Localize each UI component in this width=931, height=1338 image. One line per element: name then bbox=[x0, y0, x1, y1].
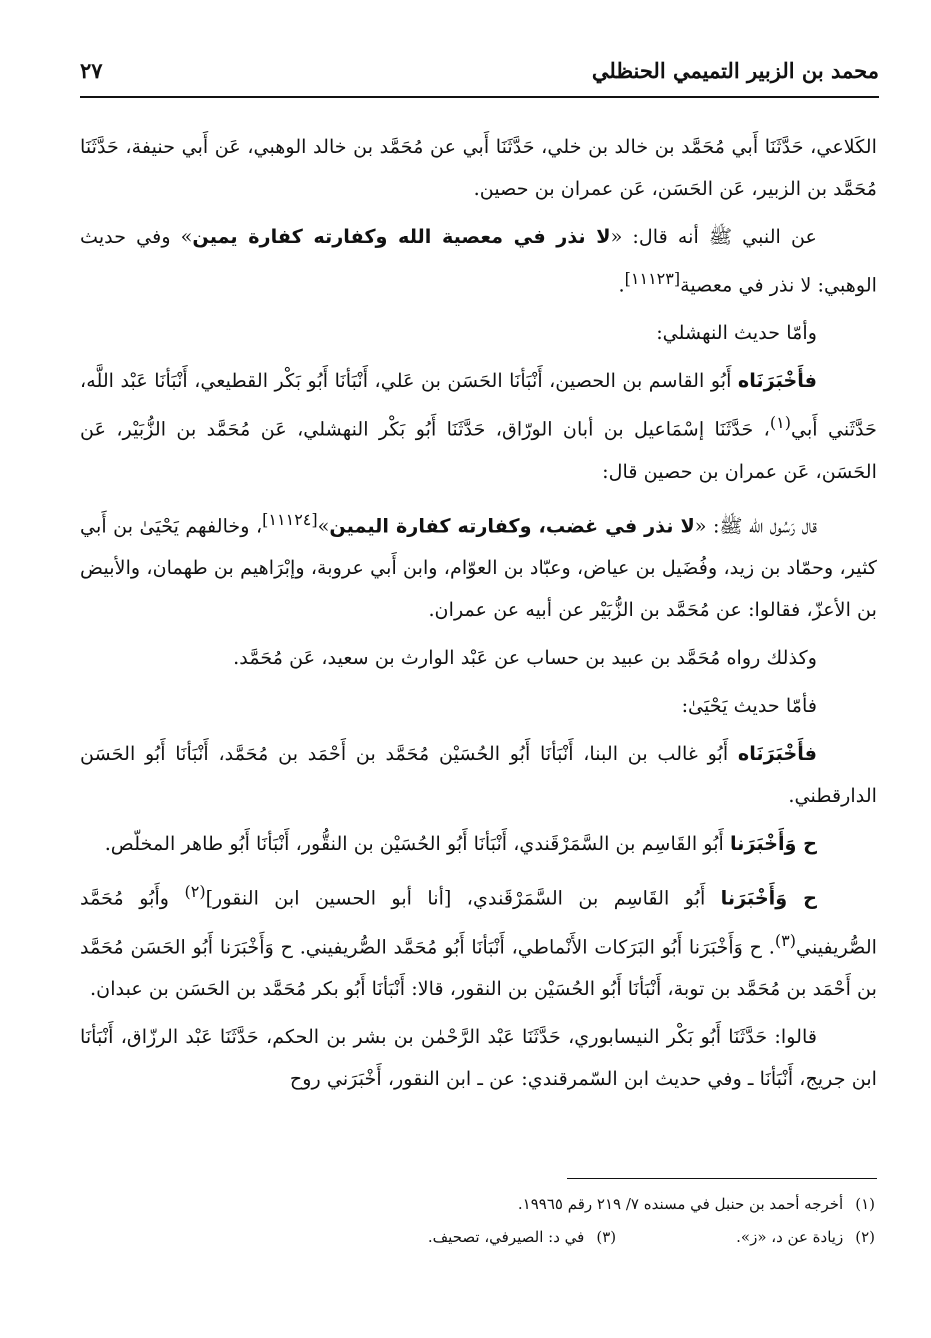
footnote-1-text: أخرجه أحمد بن حنبل في مسنده ٧/ ٢١٩ رقم ١٩٩٦٥. bbox=[517, 1195, 844, 1213]
paragraph-p5: قال رَسُول الله ﷺ: «لا نذر في غضب، وكفارته كفارة اليمين»[١١١٢٤]، وخالفهم يَحْيَىٰ بن أَبي كثير، وحمّاد بن زيد، وفُضَيل بن عياض، وعبّاد بن العوّام، وابن أَبي عروبة، وإبْرَاهيم بن طهمان، والأبيض بن الأعزّ، فقالوا: عن مُحَمَّد بن الزُّبَيْر عن أبيه عن عمران. bbox=[80, 509, 877, 622]
header-title: محمد بن الزبير التميمي الحنظلي bbox=[591, 58, 879, 83]
footnote-1-number: (١) bbox=[855, 1195, 875, 1213]
header-rule bbox=[80, 96, 879, 98]
footnotes bbox=[200, 1188, 875, 1254]
footnote-3-number: (٣) bbox=[596, 1228, 617, 1246]
paragraph-p11: قالوا: حَدَّثَنَا أَبُو بَكْر النيسابوري، حَدَّثَنَا عَبْد الرَّحْمٰن بن بشر بن الحكم، حَدَّثَنَا عَبْد الرزّاق، أَنْبَأنَا ابن جريج، أَنْبَأنَا ـ وفي حديث ابن السّمرقندي: عن ـ ابن النقور، أَخْبَرَني روح bbox=[80, 1024, 877, 1090]
paragraph-p9: ح وَأَخْبَرَنا أَبُو القَاسِم بن السَّمَرْقَندي، أَنْبَأنَا أَبُو الحُسَيْن بن النقُّور، أَنْبَأنَا أَبُو طاهر المخلّص. bbox=[104, 832, 817, 856]
paragraph-p7: فأمّا حديث يَحْيَىٰ: bbox=[681, 694, 817, 718]
paragraph-p2: عن النبي ﷺ أنه قال: «لا نذر في معصية الله وكفارته كفارة يمين» وفي حديث الوهبي: لا نذر في معصية[١١١٢٣]. bbox=[80, 225, 877, 297]
page-number: ٢٧ bbox=[80, 58, 103, 83]
footnote-2-number: (٢) bbox=[855, 1228, 875, 1246]
footnote-separator bbox=[567, 1178, 877, 1179]
footnote-2-text: زيادة عن د، «ز». bbox=[736, 1228, 844, 1246]
footnote-3-text: في د: الصيرفي، تصحيف. bbox=[427, 1228, 585, 1246]
paragraph-p10: ح وَأَخْبَرَنا أَبُو القَاسِم بن السَّمَرْقَندي، [أنا أبو الحسين ابن النقور]$^{(٢)}$ وأَبُو مُحَمَّد الصُّريفيني$^{(٣)}$. ح وَأَخْبَرَنا أَبُو البَرَكات الأَنْماطي، أَنْبَأنَا أَبُو مُحَمَّد الصُّريفيني. ح وَأَخْبَرَنا أَبُو الحَسَن مُحَمَّد بن أَحْمَد بن مُحَمَّد بن توبة، أَنْبَأنَا أَبُو الحُسَيْن بن النقور، قالا: أَنْبَأنَا أَبُو بكر مُحَمَّد بن الحَسَن بن عبدان. bbox=[80, 882, 877, 1000]
paragraph-p1: الكَلاعي، حَدَّثَنَا أَبي مُحَمَّد بن خالد بن خلي، حَدَّثَنَا أَبي عن مُحَمَّد بن خالد الوهبي، عَن أَبي حنيفة، حَدَّثَنَا مُحَمَّد بن الزبير، عَن الحَسَن، عَن عمران بن حصين. bbox=[80, 135, 877, 200]
footnote-1 bbox=[518, 1188, 875, 1221]
paragraph-p3: وأمّا حديث النهشلي: bbox=[656, 321, 817, 345]
paragraph-p4: فأَخْبَرَنَاه أَبُو القاسم بن الحصين، أَنْبَأنَا الحَسَن بن عَلي، أَنْبَأنَا أَبُو بَكْر القطيعي، أَنْبَأنَا عَبْد اللَّه، حَدَّثَني أَبي$^{(١)}$، حَدَّثَنَا إسْمَاعيل بن أبان الورّاق، حَدَّثَنَا أَبُو بَكْر النهشلي، عَن مُحَمَّد بن الزُّبَيْر، عَن الحَسَن، عَن عمران بن حصين قال: bbox=[80, 369, 877, 483]
footnote-2 bbox=[736, 1221, 875, 1254]
paragraph-p8: فأَخْبَرَنَاه أَبُو غالب بن البنا، أَنْبَأنَا أَبُو الحُسَيْن مُحَمَّد بن أَحْمَد بن مُحَمَّد، أَنْبَأنَا أَبُو الحَسَن الدارقطني. bbox=[80, 742, 877, 808]
paragraph-p6: وكذلك رواه مُحَمَّد بن عبيد بن حساب عن عَبْد الوارث بن سعيد، عَن مُحَمَّد. bbox=[233, 646, 817, 670]
footnote-3 bbox=[428, 1221, 616, 1254]
running-header bbox=[80, 58, 879, 83]
main-text bbox=[80, 126, 877, 1106]
